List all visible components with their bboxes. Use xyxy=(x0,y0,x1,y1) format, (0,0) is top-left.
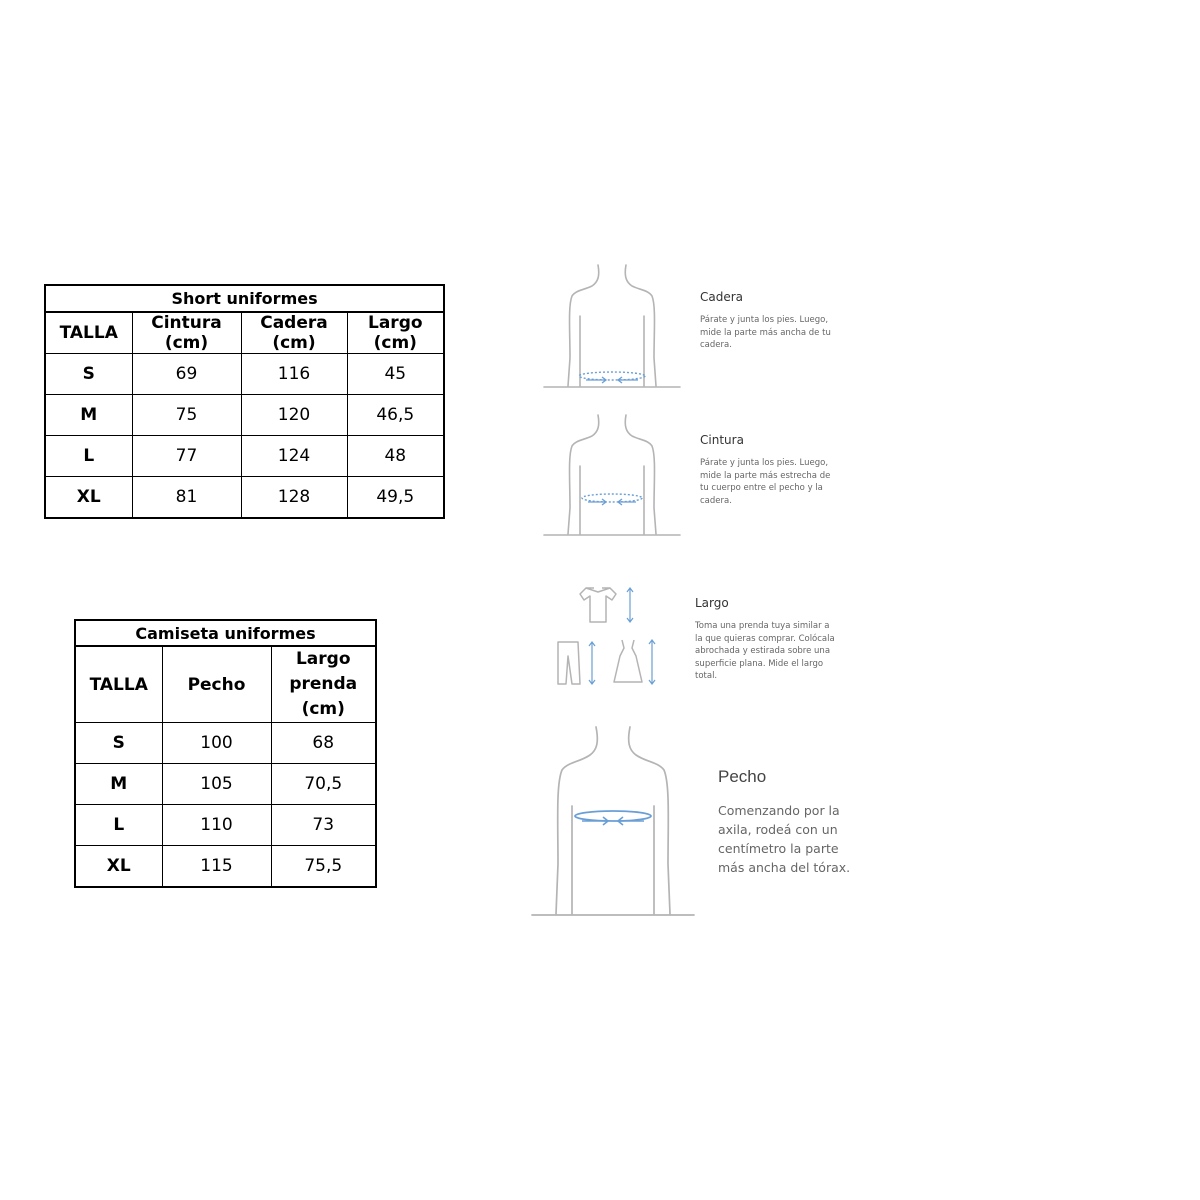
header-largo: Largo (cm) xyxy=(347,312,444,354)
value-cell: 75,5 xyxy=(271,846,376,887)
short-table-title: Short uniformes xyxy=(45,285,444,312)
value-cell: 116 xyxy=(241,354,347,395)
table-row xyxy=(45,477,444,518)
header-talla: TALLA xyxy=(45,312,132,354)
table-row xyxy=(45,395,444,436)
value-cell: 105 xyxy=(162,764,271,805)
pecho-text: Comenzando por la axila, rodeá con un centímetro la parte más ancha del tórax. xyxy=(718,803,851,875)
value-cell: 46,5 xyxy=(347,395,444,436)
table-row xyxy=(75,846,376,887)
cintura-title: Cintura xyxy=(700,433,744,447)
size-cell: XL xyxy=(45,477,132,518)
header-pecho: Pecho xyxy=(162,646,271,723)
cintura-guide xyxy=(700,433,840,507)
largo-title: Largo xyxy=(695,596,729,610)
value-cell: 120 xyxy=(241,395,347,436)
size-cell: L xyxy=(45,436,132,477)
value-cell: 69 xyxy=(132,354,241,395)
shirt-size-table xyxy=(74,619,377,888)
value-cell: 68 xyxy=(271,723,376,764)
cintura-text: Párate y junta los pies. Luego, mide la parte más estrecha de tu cuerpo entre el pecho y la cadera. xyxy=(700,458,831,506)
value-cell: 45 xyxy=(347,354,444,395)
short-size-table xyxy=(44,284,445,519)
cadera-guide xyxy=(700,290,840,352)
shirt-table-title: Camiseta uniformes xyxy=(75,620,376,646)
value-cell: 70,5 xyxy=(271,764,376,805)
value-cell: 77 xyxy=(132,436,241,477)
table-row xyxy=(75,764,376,805)
value-cell: 124 xyxy=(241,436,347,477)
pecho-title: Pecho xyxy=(718,767,767,786)
size-cell: S xyxy=(45,354,132,395)
table-row xyxy=(45,354,444,395)
pecho-guide xyxy=(718,767,868,877)
largo-text: Toma una prenda tuya similar a la que quieras comprar. Colócala abrochada y estirada sobre una superficie plana. Mide el largo total. xyxy=(695,621,835,681)
size-cell: L xyxy=(75,805,162,846)
value-cell: 49,5 xyxy=(347,477,444,518)
header-largo-prenda: Largo prenda (cm) xyxy=(271,646,376,723)
size-cell: M xyxy=(75,764,162,805)
header-cintura: Cintura (cm) xyxy=(132,312,241,354)
value-cell: 73 xyxy=(271,805,376,846)
largo-guide xyxy=(695,596,835,683)
value-cell: 75 xyxy=(132,395,241,436)
table-row xyxy=(45,436,444,477)
value-cell: 128 xyxy=(241,477,347,518)
value-cell: 81 xyxy=(132,477,241,518)
cadera-title: Cadera xyxy=(700,290,744,304)
size-cell: XL xyxy=(75,846,162,887)
cadera-text: Párate y junta los pies. Luego, mide la parte más ancha de tu cadera. xyxy=(700,315,831,350)
size-cell: S xyxy=(75,723,162,764)
torso-chest-icon xyxy=(528,724,698,919)
value-cell: 48 xyxy=(347,436,444,477)
value-cell: 110 xyxy=(162,805,271,846)
header-talla: TALLA xyxy=(75,646,162,723)
value-cell: 100 xyxy=(162,723,271,764)
header-cadera: Cadera (cm) xyxy=(241,312,347,354)
value-cell: 115 xyxy=(162,846,271,887)
torso-waist-icon xyxy=(540,412,685,540)
garments-length-icon xyxy=(550,584,670,690)
torso-hip-icon xyxy=(540,262,685,390)
table-row xyxy=(75,805,376,846)
table-row xyxy=(75,723,376,764)
size-cell: M xyxy=(45,395,132,436)
